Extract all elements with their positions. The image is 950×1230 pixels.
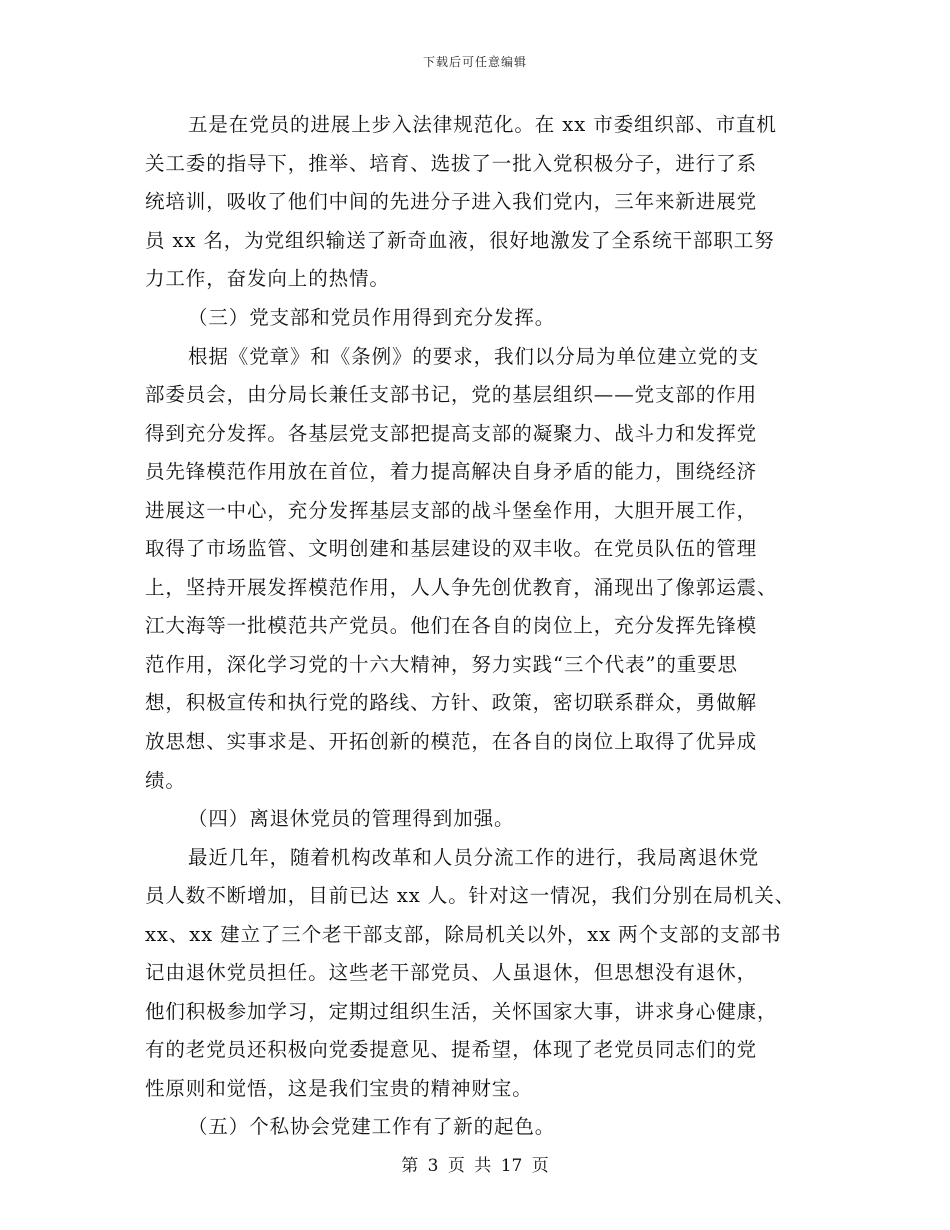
paragraph-line: 放思想、实事求是、开拓创新的模范，在各自的岗位上取得了优异成 [145, 730, 758, 753]
paragraph-line: 五是在党员的进展上步入法律规范化。在 xx 市委组织部、市直机 [188, 113, 777, 136]
paragraph-line: 取得了市场监管、文明创建和基层建设的双丰收。在党员队伍的管理 [145, 537, 758, 560]
paragraph-line: xx、xx 建立了三个老干部支部，除局机关以外，xx 两个支部的支部书 [145, 923, 782, 946]
section-heading: （四）离退休党员的管理得到加强。 [188, 807, 515, 830]
paragraph-line: 他们积极参加学习，定期过组织生活，关怀国家大事，讲求身心健康， [145, 1000, 778, 1023]
paragraph-line: 员人数不断增加，目前已达 xx 人。针对这一情况，我们分别在局机关、 [145, 884, 795, 907]
page-header: 下载后可任意编辑 [422, 55, 527, 69]
paragraph-line: 力工作，奋发向上的热情。 [145, 267, 390, 290]
paragraph-line: 江大海等一批模范共产党员。他们在各自的岗位上，充分发挥先锋模 [145, 614, 758, 637]
page-number-footer: 第 3 页 共 17 页 [401, 1156, 549, 1176]
paragraph-line: 关工委的指导下，推举、培育、选拔了一批入党积极分子，进行了系 [145, 152, 758, 175]
paragraph-line: 统培训，吸收了他们中间的先进分子进入我们党内，三年来新进展党 [145, 190, 758, 213]
section-heading: （五）个私协会党建工作有了新的起色。 [188, 1115, 556, 1138]
paragraph-line: 绩。 [145, 769, 186, 792]
paragraph-line: 进展这一中心，充分发挥基层支部的战斗堡垒作用，大胆开展工作， [145, 499, 758, 522]
paragraph-line: 部委员会，由分局长兼任支部书记，党的基层组织——党支部的作用 [145, 383, 758, 406]
paragraph-line: 员先锋模范作用放在首位，着力提高解决自身矛盾的能力，围绕经济 [145, 460, 758, 483]
paragraph-line: 想，积极宣传和执行党的路线、方针、政策，密切联系群众，勇做解 [145, 691, 758, 714]
paragraph-line: 根据《党章》和《条例》的要求，我们以分局为单位建立党的支 [188, 345, 760, 368]
paragraph-line: 得到充分发挥。各基层党支部把提高支部的凝聚力、战斗力和发挥党 [145, 422, 758, 445]
paragraph-line: 员 xx 名，为党组织输送了新奇血液，很好地激发了全系统干部职工努 [145, 229, 775, 252]
section-heading: （三）党支部和党员作用得到充分发挥。 [188, 306, 556, 329]
paragraph-line: 性原则和觉悟，这是我们宝贵的精神财宝。 [145, 1077, 533, 1100]
paragraph-line: 有的老党员还积极向党委提意见、提希望，体现了老党员同志们的党 [145, 1038, 758, 1061]
paragraph-line: 最近几年，随着机构改革和人员分流工作的进行，我局离退休党 [188, 846, 760, 869]
paragraph-line: 上，坚持开展发挥模范作用，人人争先创优教育，涌现出了像郭运震、 [145, 576, 778, 599]
paragraph-line: 记由退休党员担任。这些老干部党员、人虽退休，但思想没有退休， [145, 961, 758, 984]
paragraph-line: 范作用，深化学习党的十六大精神，努力实践“三个代表”的重要思 [145, 653, 738, 676]
